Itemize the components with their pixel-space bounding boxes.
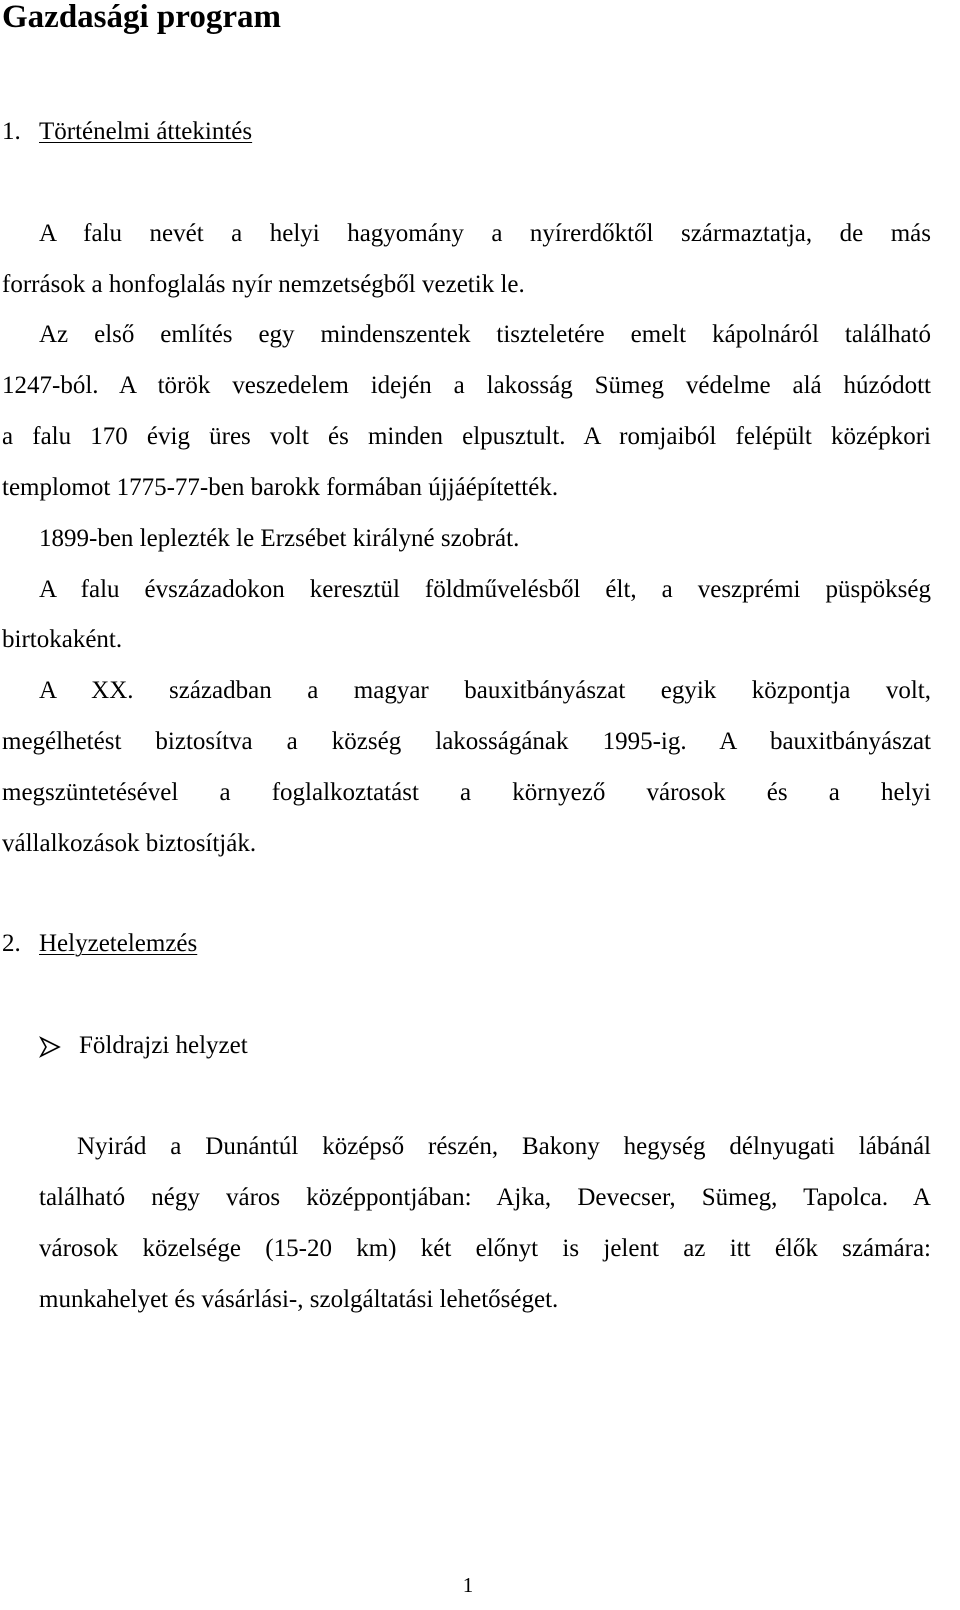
page-number: 1 bbox=[462, 1573, 474, 1597]
body-line: munkahelyet és vásárlási-, szolgáltatási lehetőséget. bbox=[39, 1286, 559, 1313]
section-1-title: Történelmi áttekintés bbox=[39, 118, 253, 145]
section-2-number: 2. bbox=[2, 930, 21, 957]
body-line: található négy város középpontjában: Ajka, Devecser, Sümeg, Tapolca. A bbox=[39, 1184, 931, 1211]
body-line: Nyirád a Dunántúl középső részén, Bakony hegység délnyugati lábánál bbox=[77, 1133, 931, 1160]
body-line: Az első említés egy mindenszentek tiszteletére emelt kápolnáról található bbox=[39, 321, 931, 348]
section-1-heading bbox=[2, 117, 252, 147]
body-line: A falu évszázadokon keresztül földművelésből élt, a veszprémi püspökség bbox=[39, 576, 931, 603]
body-line: megszüntetésével a foglalkoztatást a környező városok és a helyi bbox=[2, 779, 931, 806]
body-line: A falu nevét a helyi hagyomány a nyírerdőktől származtatja, de más bbox=[39, 220, 931, 247]
body-line: templomot 1775-77-ben barokk formában újjáépítették. bbox=[2, 474, 559, 501]
document-title: Gazdasági program bbox=[2, 0, 281, 35]
body-line: vállalkozások biztosítják. bbox=[2, 830, 257, 857]
body-line: 1247-ból. A török veszedelem idején a lakosság Sümeg védelme alá húzódott bbox=[2, 372, 931, 399]
subsection-heading bbox=[39, 1031, 248, 1061]
section-1-number: 1. bbox=[2, 118, 21, 145]
section-2-title: Helyzetelemzés bbox=[39, 930, 198, 957]
arrowhead-bullet-icon bbox=[39, 1036, 79, 1058]
subsection-title: Földrajzi helyzet bbox=[79, 1032, 248, 1059]
body-line: birtokaként. bbox=[2, 626, 123, 653]
section-2-heading bbox=[2, 929, 197, 959]
body-line: források a honfoglalás nyír nemzetségből vezetik le. bbox=[2, 271, 525, 298]
body-line: A XX. században a magyar bauxitbányászat egyik központja volt, bbox=[39, 677, 931, 704]
body-line: 1899-ben leplezték le Erzsébet királyné szobrát. bbox=[39, 525, 520, 552]
body-line: a falu 170 évig üres volt és minden elpusztult. A romjaiból felépült középkori bbox=[2, 423, 931, 450]
body-line: megélhetést biztosítva a község lakosságának 1995-ig. A bauxitbányászat bbox=[2, 728, 931, 755]
body-line: városok közelsége (15-20 km) két előnyt is jelent az itt élők számára: bbox=[39, 1235, 931, 1262]
